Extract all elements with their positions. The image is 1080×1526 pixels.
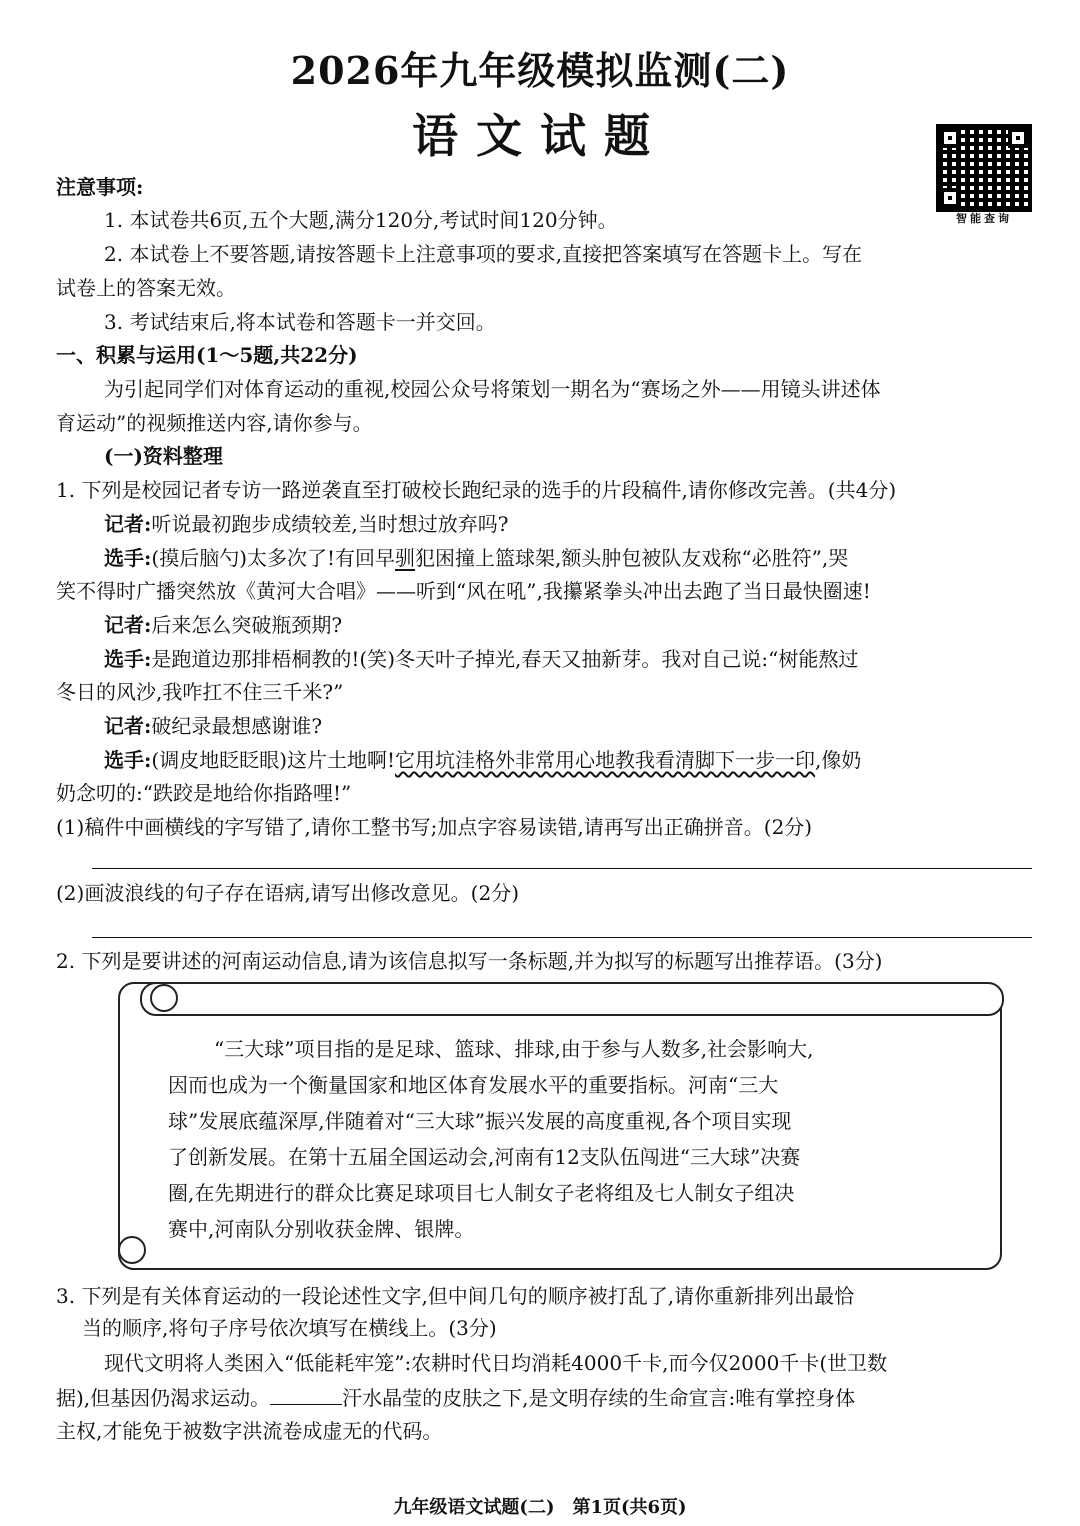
answer-blank[interactable] — [270, 1384, 342, 1405]
q1-dialog-cont: 冬日的风沙,我咋扛不住三千米?” — [56, 680, 344, 704]
section-intro-cont: 育运动”的视频推送内容,请你参与。 — [56, 411, 373, 435]
q1-dialog-line — [104, 511, 508, 537]
q1-stem: 1. 下列是校园记者专访一路逆袭直至打破校长跑纪录的选手的片段稿件,请你修改完善。(共4分) — [56, 478, 897, 502]
q3-paragraph: 现代文明将人类困入“低能耗牢笼”:农耕时代日均消耗4000千卡,而今仅2000千卡(世卫数 — [104, 1351, 888, 1375]
notice-item-3: 3. 考试结束后,将本试卷和答题卡一并交回。 — [104, 310, 496, 334]
q3-paragraph — [56, 1384, 855, 1411]
exam-subtitle: 语文试题 — [412, 109, 668, 163]
dialog-text: (摸后脑勺)太多次了!有回早 — [151, 546, 396, 570]
underlined-char: 驯 — [395, 546, 416, 570]
q1-dialog-line — [104, 612, 342, 638]
answer-line[interactable] — [92, 868, 1032, 869]
q1-sub-question-1: (1)稿件中画横线的字写错了,请你工整书写;加点字容易读错,请再写出正确拼音。(2分) — [56, 815, 813, 839]
speaker-label: 选手: — [104, 748, 152, 772]
q1-dialog-line — [104, 646, 858, 672]
dialog-text: 破纪录最想感谢谁? — [151, 714, 323, 738]
dialog-text: 犯困撞上篮球架,额头肿包被队友戏称“必胜符”,哭 — [415, 546, 849, 570]
notice-item-2: 2. 本试卷上不要答题,请按答题卡上注意事项的要求,直接把答案填写在答题卡上。写在 — [104, 242, 863, 266]
speaker-label: 记者: — [104, 613, 152, 637]
page-footer: 九年级语文试题(二) 第1页(共6页) — [393, 1497, 687, 1518]
answer-line[interactable] — [92, 937, 1032, 938]
q3-paragraph-text: 据),但基因仍渴求运动。 — [56, 1386, 271, 1410]
section-heading: 一、积累与运用(1～5题,共22分) — [56, 343, 358, 367]
info-text-line: 因而也成为一个衡量国家和地区体育发展水平的重要指标。河南“三大 — [168, 1073, 779, 1097]
scroll-curl-icon — [118, 1236, 146, 1264]
dialog-text: (调皮地眨眨眼)这片土地啊! — [151, 748, 396, 772]
q3-stem-cont: 当的顺序,将句子序号依次填写在横线上。(3分) — [82, 1316, 497, 1340]
info-text-line: 球”发展底蕴深厚,伴随着对“三大球”振兴发展的高度重视,各个项目实现 — [168, 1109, 792, 1133]
dialog-text: 是跑道边那排梧桐教的!(笑)冬天叶子掉光,春天又抽新芽。我对自己说:“树能熬过 — [151, 647, 859, 671]
q1-sub-question-2: (2)画波浪线的句子存在语病,请写出修改意见。(2分) — [56, 881, 520, 905]
info-text-line: 圈,在先期进行的群众比赛足球项目七人制女子老将组及七人制女子组决 — [168, 1181, 795, 1205]
dialog-text: 听说最初跑步成绩较差,当时想过放弃吗? — [151, 512, 509, 536]
info-text-line: “三大球”项目指的是足球、篮球、排球,由于参与人数多,社会影响大, — [214, 1037, 814, 1061]
scroll-top-curl — [140, 982, 1004, 1016]
notice-item-2-cont: 试卷上的答案无效。 — [56, 276, 236, 300]
exam-title: 2026年九年级模拟监测(二) — [290, 48, 790, 93]
q2-stem: 2. 下列是要讲述的河南运动信息,请为该信息拟写一条标题,并为拟写的标题写出推荐语。(3分) — [56, 949, 883, 973]
q1-dialog-line — [104, 747, 861, 773]
q1-dialog-line — [104, 713, 322, 739]
speaker-label: 记者: — [104, 714, 152, 738]
qr-code-icon — [936, 124, 1032, 212]
dialog-text: 后来怎么突破瓶颈期? — [151, 613, 343, 637]
q1-dialog-cont: 奶念叨的:“跌跤是地给你指路哩!” — [56, 781, 352, 805]
info-text-line: 了创新发展。在第十五届全国运动会,河南有12支队伍闯进“三大球”决赛 — [168, 1145, 801, 1169]
q3-paragraph-text: 汗水晶莹的皮肤之下,是文明存续的生命宣言:唯有掌控身体 — [342, 1386, 856, 1410]
speaker-label: 选手: — [104, 546, 152, 570]
section-intro: 为引起同学们对体育运动的重视,校园公众号将策划一期名为“赛场之外——用镜头讲述体 — [104, 377, 881, 401]
q3-paragraph: 主权,才能免于被数字洪流卷成虚无的代码。 — [56, 1419, 443, 1443]
q1-dialog-cont: 笑不得时广播突然放《黄河大合唱》——听到“风在吼”,我攥紧拳头冲出去跑了当日最快圈速! — [56, 579, 871, 603]
q3-stem: 3. 下列是有关体育运动的一段论述性文字,但中间几句的顺序被打乱了,请你重新排列出最恰 — [56, 1284, 855, 1308]
speaker-label: 选手: — [104, 647, 152, 671]
info-text-line: 赛中,河南队分别收获金牌、银牌。 — [168, 1217, 475, 1241]
wavy-underlined-sentence: 它用坑洼格外非常用心地教我看清脚下一步一印 — [395, 748, 816, 772]
sub-section-heading: (一)资料整理 — [104, 444, 223, 468]
dialog-text: ,像奶 — [815, 748, 862, 772]
notice-heading: 注意事项: — [56, 175, 144, 199]
qr-label: 智能查询 — [956, 212, 1012, 225]
speaker-label: 记者: — [104, 512, 152, 536]
notice-item-1: 1. 本试卷共6页,五个大题,满分120分,考试时间120分钟。 — [104, 208, 618, 232]
q1-dialog-line — [104, 545, 848, 571]
scroll-curl-icon — [150, 984, 178, 1012]
